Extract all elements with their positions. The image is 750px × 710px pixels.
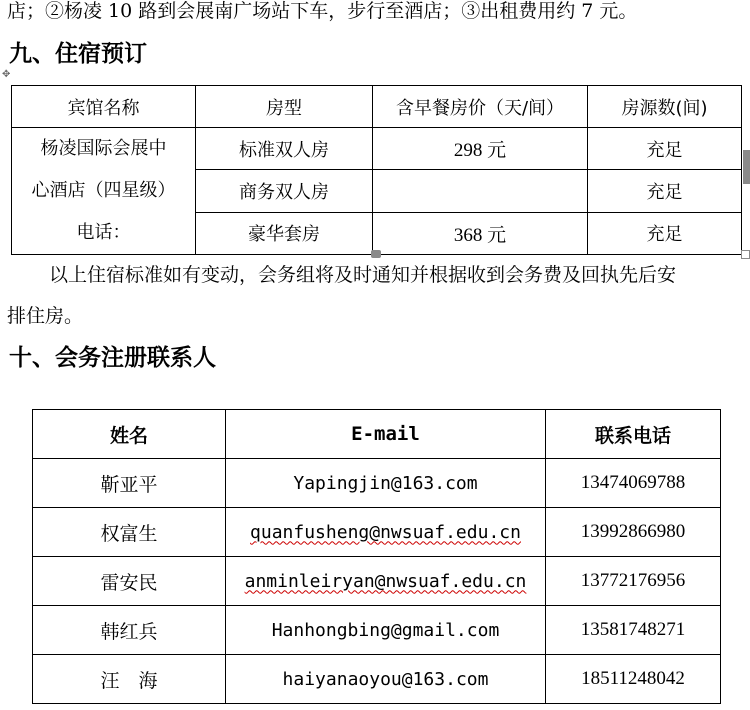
contact-email-text: quanfusheng@nwsuaf.edu.cn bbox=[250, 521, 521, 543]
header-phone: 联系电话 bbox=[546, 410, 721, 459]
contact-email-text: haiyanaoyou@163.com bbox=[282, 668, 489, 690]
header-room-availability: 房源数(间) bbox=[588, 86, 742, 128]
contact-name-cell: 汪 海 bbox=[33, 655, 226, 704]
table-row bbox=[33, 557, 721, 606]
header-name: 姓名 bbox=[33, 410, 226, 459]
room-availability-cell: 充足 bbox=[588, 128, 742, 170]
section-nine-heading: 九、住宿预订 bbox=[9, 41, 147, 67]
contact-email-cell bbox=[226, 557, 546, 606]
contact-name-cell: 雷安民 bbox=[33, 557, 226, 606]
room-type-cell: 豪华套房 bbox=[196, 212, 373, 254]
room-price-cell: 368 元 bbox=[373, 212, 588, 254]
accommodation-note-line: 以上住宿标准如有变动，会务组将及时通知并根据收到会务费及回执先后安 bbox=[49, 264, 677, 286]
contact-phone-cell: 13581748271 bbox=[546, 606, 721, 655]
table-row bbox=[33, 508, 721, 557]
accommodation-note-line: 排住房。 bbox=[7, 305, 84, 327]
contacts-table bbox=[32, 409, 721, 704]
contact-name-cell: 韩红兵 bbox=[33, 606, 226, 655]
room-price-cell: 298 元 bbox=[373, 128, 588, 170]
contact-email-cell bbox=[226, 508, 546, 557]
contact-email-text: anminleiryan@nwsuaf.edu.cn bbox=[244, 570, 527, 592]
room-type-cell: 标准双人房 bbox=[196, 128, 373, 170]
contact-phone-cell: 13474069788 bbox=[546, 459, 721, 508]
contact-phone-cell: 13992866980 bbox=[546, 508, 721, 557]
contact-phone-cell: 13772176956 bbox=[546, 557, 721, 606]
hotel-phone-label: 电话： bbox=[76, 222, 131, 243]
table-insert-row-handle-icon[interactable] bbox=[371, 250, 381, 258]
table-row bbox=[33, 606, 721, 655]
table-row bbox=[33, 459, 721, 508]
section-ten-heading: 十、会务注册联系人 bbox=[9, 345, 216, 371]
room-type-cell: 商务双人房 bbox=[196, 170, 373, 212]
header-hotel-name: 宾馆名称 bbox=[12, 86, 196, 128]
contact-name-cell: 权富生 bbox=[33, 508, 226, 557]
table-row bbox=[12, 128, 742, 170]
hotel-name-cell bbox=[12, 128, 196, 255]
contact-email-text: Hanhongbing@gmail.com bbox=[271, 619, 500, 641]
hotel-name-line: 心酒店（四星级） bbox=[31, 180, 176, 201]
header-room-price: 含早餐房价（天/间） bbox=[373, 86, 588, 128]
table-row bbox=[33, 655, 721, 704]
contact-email-cell bbox=[226, 459, 546, 508]
contact-email-text: Yapingjin@163.com bbox=[293, 472, 478, 494]
header-email: E-mail bbox=[226, 410, 546, 459]
contact-phone-cell: 18511248042 bbox=[546, 655, 721, 704]
hotel-name-line: 杨凌国际会展中 bbox=[40, 138, 167, 159]
table-resize-side-handle-icon[interactable] bbox=[743, 150, 750, 184]
table-header-row bbox=[33, 410, 721, 459]
room-availability-cell: 充足 bbox=[588, 212, 742, 254]
contact-email-cell bbox=[226, 655, 546, 704]
table-header-row bbox=[12, 86, 742, 128]
accommodation-table bbox=[11, 85, 742, 255]
room-price-cell bbox=[373, 170, 588, 212]
contact-name-cell: 靳亚平 bbox=[33, 459, 226, 508]
header-room-type: 房型 bbox=[196, 86, 373, 128]
table-move-handle-icon[interactable]: ✥ bbox=[2, 69, 11, 80]
room-availability-cell: 充足 bbox=[588, 170, 742, 212]
table-resize-corner-handle-icon[interactable] bbox=[741, 250, 750, 259]
intro-text-line: 店；②杨凌 10 路到会展南广场站下车，步行至酒店；③出租费用约 7 元。 bbox=[7, 0, 638, 22]
contact-email-cell bbox=[226, 606, 546, 655]
